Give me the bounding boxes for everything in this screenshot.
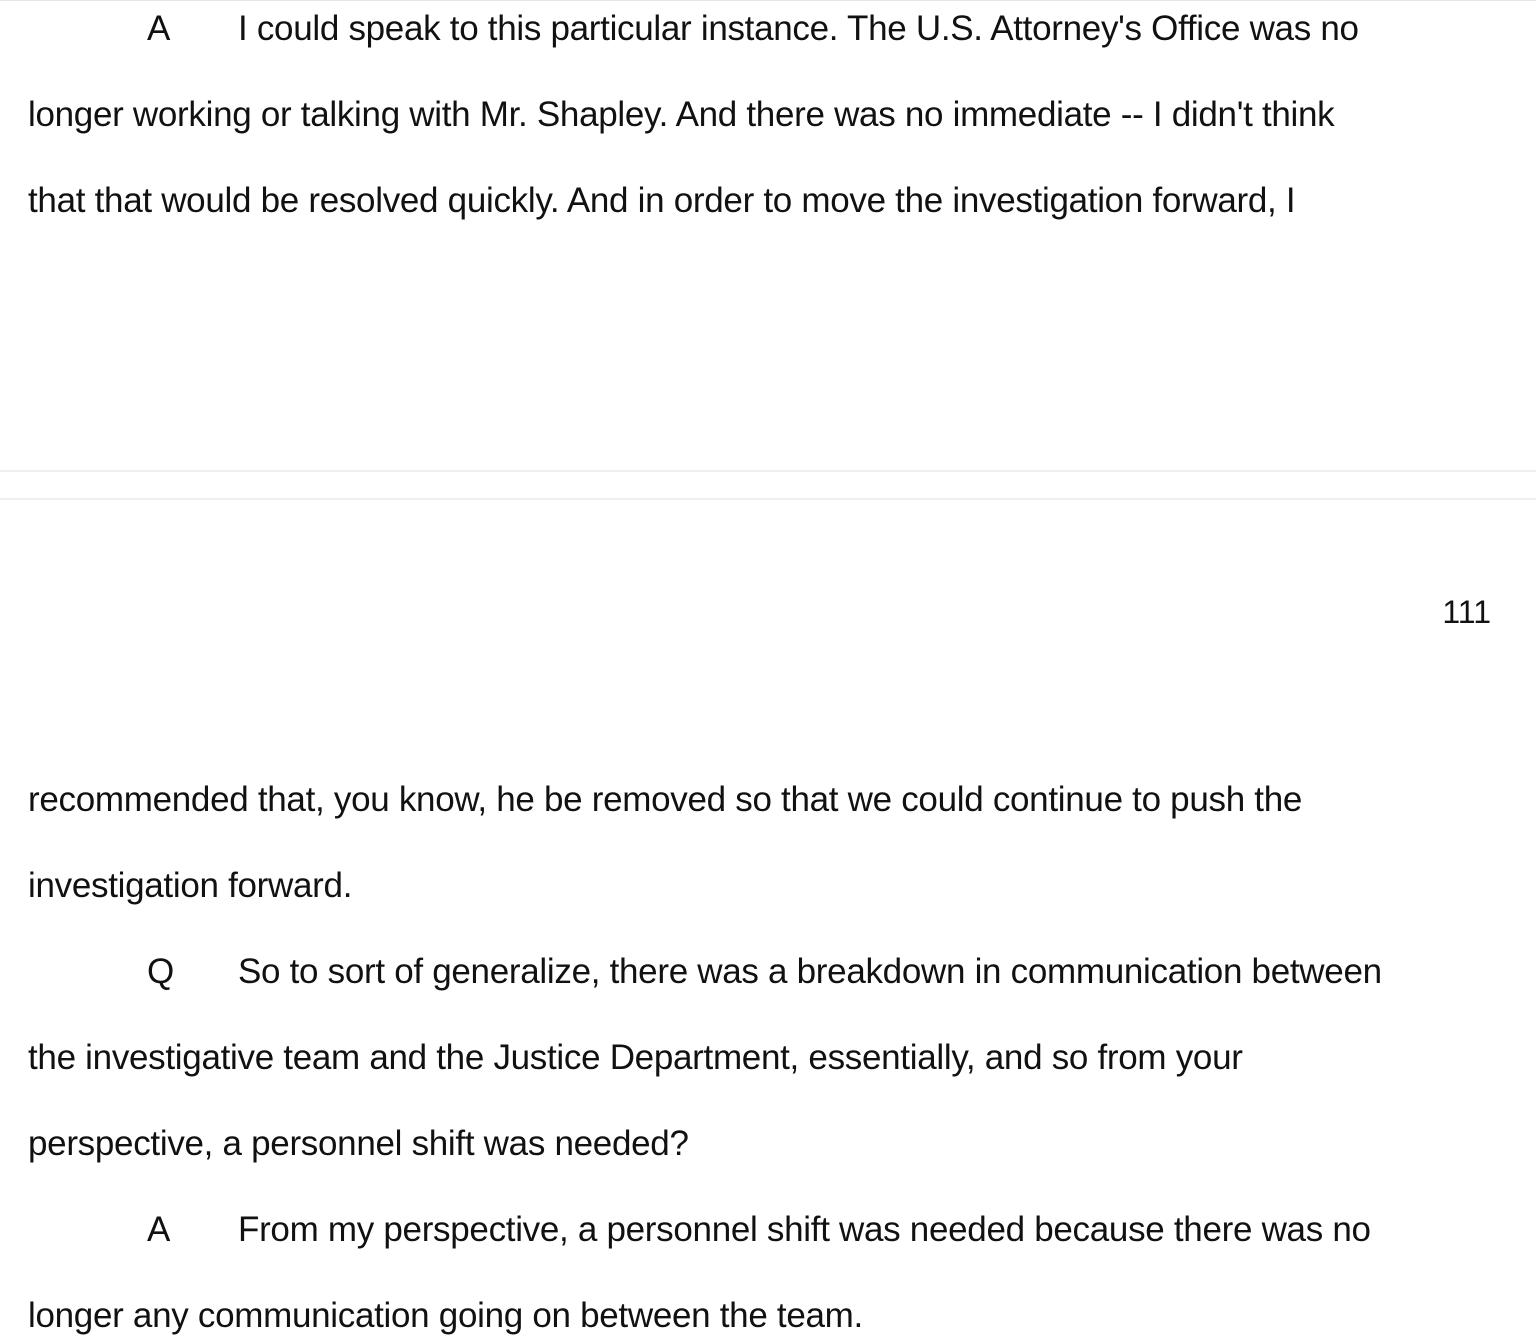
answer-line: longer working or talking with Mr. Shapley. And there was no immediate -- I didn't think bbox=[28, 95, 1335, 134]
transcript-page-top bbox=[0, 0, 1536, 471]
transcript-page-bottom bbox=[0, 500, 1536, 1342]
question-line: the investigative team and the Justice Department, essentially, and so from your bbox=[28, 1038, 1243, 1077]
answer-continuation-line: recommended that, you know, he be removed so that we could continue to push the bbox=[28, 780, 1303, 819]
answer-line: that that would be resolved quickly. And in order to move the investigation forward, I bbox=[28, 181, 1296, 220]
page-break bbox=[0, 470, 1536, 500]
question-line: perspective, a personnel shift was needed? bbox=[28, 1124, 689, 1163]
answer-line: From my perspective, a personnel shift was needed because there was no bbox=[238, 1210, 1371, 1249]
answer-line: longer any communication going on between the team. bbox=[28, 1296, 863, 1335]
answer-line: I could speak to this particular instance. The U.S. Attorney's Office was no bbox=[238, 9, 1359, 48]
question-line: So to sort of generalize, there was a breakdown in communication between bbox=[238, 952, 1382, 991]
speaker-label-answer: A bbox=[147, 1210, 171, 1249]
speaker-label-question: Q bbox=[147, 952, 175, 991]
speaker-label-answer: A bbox=[147, 9, 171, 48]
page-number: 111 bbox=[1442, 594, 1491, 630]
answer-continuation-line: investigation forward. bbox=[28, 866, 353, 905]
